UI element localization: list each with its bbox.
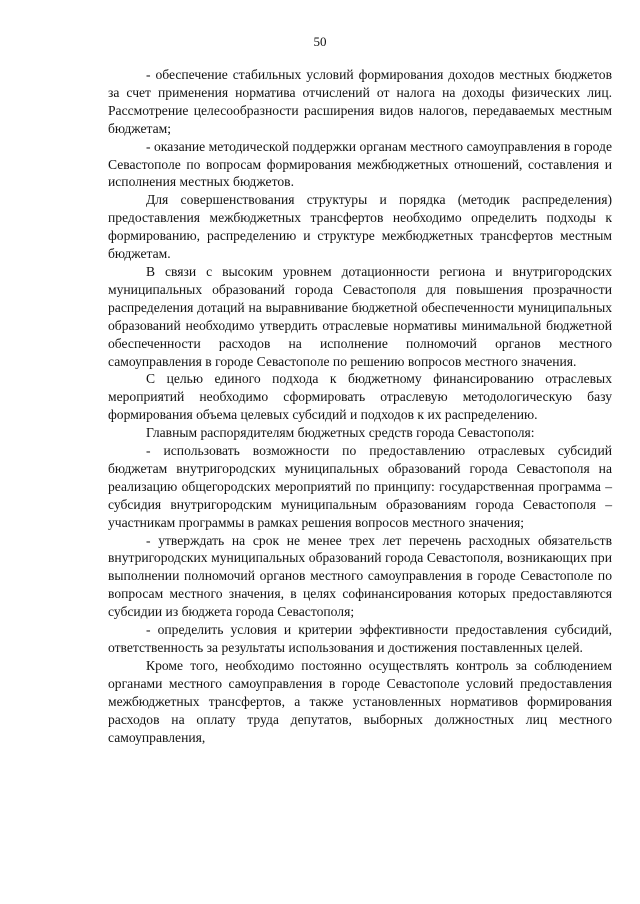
- paragraph: В связи с высоким уровнем дотационности региона и внутригородских муниципальных образований города Севастополя для повышения прозрачности распределения дотаций на выравнивание бюджетной обеспеченности муниципальных образований необходимо утвердить отраслевые нормативы минимальной бюджетной обеспеченности расходов на исполнение полномочий органов местного самоуправления в городе Севастополе по решению вопросов местного значения.: [108, 263, 612, 369]
- document-body: [108, 66, 612, 746]
- paragraph: - оказание методической поддержки органам местного самоуправления в городе Севастополе по вопросам формирования межбюджетных отношений, составления и исполнения местных бюджетов.: [108, 138, 612, 190]
- page-number: 50: [313, 34, 327, 49]
- paragraph: Кроме того, необходимо постоянно осуществлять контроль за соблюдением органами местного самоуправления в городе Севастополе условий предоставления межбюджетных трансфертов, а также установленных нормативов формирования расходов на оплату труда депутатов, выборных должностных лиц местного самоуправления,: [108, 657, 612, 745]
- paragraph: - использовать возможности по предоставлению отраслевых субсидий бюджетам внутригородских муниципальных образований города Севастополя на реализацию общегородских мероприятий по принципу: государственная программа – субсидия внутригородским муниципальным образованиям города Севастополя – участникам программы в рамках решения вопросов местного значения;: [108, 443, 612, 530]
- paragraph: Главным распорядителям бюджетных средств города Севастополя:: [146, 425, 535, 441]
- paragraph: Для совершенствования структуры и порядка (методик распределения) предоставления межбюджетных трансфертов необходимо определить подходы к формированию, распределению и структуре межбюджетных трансфертов местным бюджетам.: [108, 192, 612, 262]
- paragraph: - обеспечение стабильных условий формирования доходов местных бюджетов за счет применения норматива отчислений от налога на доходы физических лиц. Рассмотрение целесообразности расширения видов налогов, передаваемых местным бюджетам;: [108, 67, 612, 136]
- paragraph: - определить условия и критерии эффективности предоставления субсидий, ответственность за результаты использования и достижения поставленных целей.: [108, 622, 612, 655]
- paragraph: С целью единого подхода к бюджетному финансированию отраслевых мероприятий необходимо сформировать отраслевую методологическую базу формирования объема целевых субсидий и подходов к их распределению.: [108, 371, 612, 423]
- paragraph: - утверждать на срок не менее трех лет перечень расходных обязательств внутригородских муниципальных образований города Севастополя, возникающих при выполнении полномочий органов местного самоуправления в городе Севастополе по вопросам местного значения, в целях софинансирования которых предоставляются субсидии из бюджета города Севастополя;: [108, 532, 612, 620]
